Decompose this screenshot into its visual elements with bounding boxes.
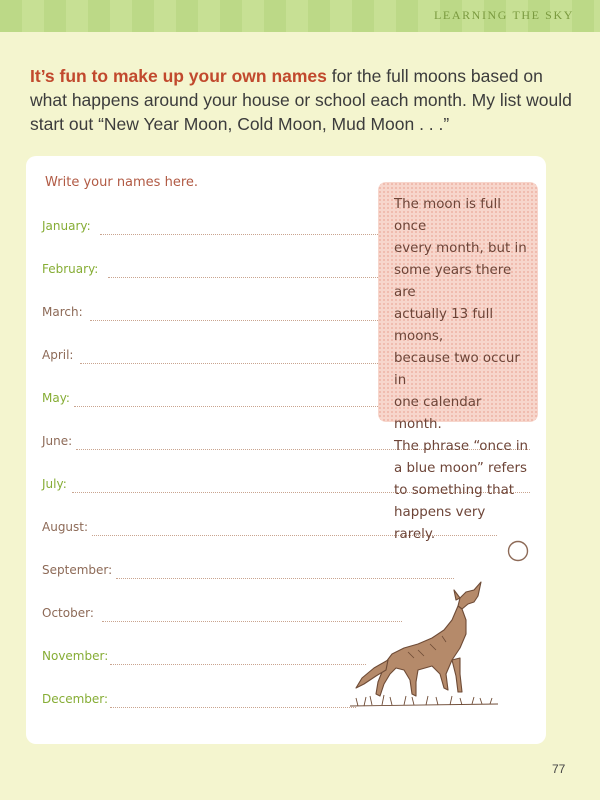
moon-outline-icon [506, 539, 530, 563]
month-label: July: [42, 477, 67, 491]
intro-paragraph [30, 64, 575, 136]
month-row-june [42, 434, 72, 452]
write-line[interactable] [110, 707, 356, 708]
month-row-october [42, 606, 94, 624]
month-row-july [42, 477, 67, 495]
month-row-november [42, 649, 108, 667]
header-band [0, 0, 600, 32]
month-row-september [42, 563, 112, 581]
month-label: February: [42, 262, 99, 276]
month-label: March: [42, 305, 83, 319]
month-row-january [42, 219, 91, 237]
write-line[interactable] [90, 320, 416, 321]
month-row-december [42, 692, 108, 710]
write-line[interactable] [100, 234, 416, 235]
month-label: January: [42, 219, 91, 233]
blue-moon-fact-note: The moon is full once every month, but in some years there are actually 13 full moons, because two occur in one calendar month. The phrase “once in a blue moon” refers to something that happens very rarely. [378, 182, 538, 422]
intro-body: for the full moons based on what happens around your house or school each month. My list would start out “New Year Moon, Cold Moon, Mud Moon . . .” [30, 66, 572, 134]
worksheet-prompt: Write your names here. [45, 175, 199, 190]
write-line[interactable] [108, 277, 416, 278]
page-number: 77 [552, 762, 566, 776]
month-row-march [42, 305, 83, 323]
month-label: April: [42, 348, 74, 362]
write-line[interactable] [92, 535, 497, 536]
month-label: June: [42, 434, 73, 448]
month-row-august [42, 520, 88, 538]
section-title: LEARNING THE SKY [433, 8, 574, 22]
howling-coyote-icon [348, 576, 498, 716]
intro-bold-lead: It’s fun to make up your own names [30, 66, 327, 86]
month-label: December: [42, 692, 109, 706]
month-label: October: [42, 606, 94, 620]
month-label: May: [42, 391, 70, 405]
month-row-february [42, 262, 98, 280]
month-label: November: [42, 649, 109, 663]
month-label: September: [42, 563, 113, 577]
write-line[interactable] [80, 363, 416, 364]
write-line[interactable] [110, 664, 366, 665]
month-label: August: [42, 520, 89, 534]
write-line[interactable] [74, 406, 416, 407]
month-row-april [42, 348, 73, 366]
month-row-may [42, 391, 70, 409]
